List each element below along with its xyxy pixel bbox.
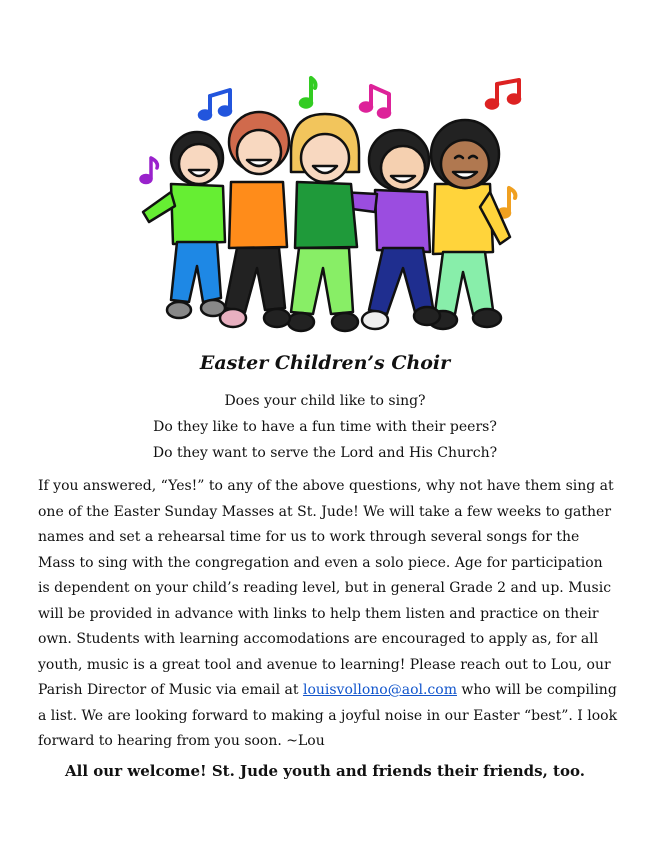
email-link[interactable]: louisvollono@aol.com [302, 682, 457, 698]
question-line: Do they want to serve the Lord and His Church? [152, 445, 498, 461]
question-list [0, 388, 650, 466]
body-text-before-link: If you answered, “Yes!” to any of the above questions, why not have them sing at one of the Easter Sunday Masses at St. Jude! We will take a few weeks to gather names and set a rehearsal time for us to work through several songs for the Mass to sing with the congregation and even a solo piece. Age for participation is dependent on your child’s reading level, but in general Grade 2 and up. Music will be provided in advance with links to help them listen and practice on their own. Students with learning accomodations are encouraged to apply as, for all youth, music is a great tool and avenue to learning! Please reach out to Lou, our Parish Director of Music via email at [38, 478, 614, 698]
question-line: Does your child like to sing? [224, 393, 426, 409]
question-line: Do they like to have a fun time with their peers? [153, 419, 497, 435]
body-paragraph [38, 474, 618, 755]
music-note-icon [141, 158, 158, 183]
body-text-after-link: who will be compiling a list. We are looking forward to making a joyful noise in our Easter “best”. I look forward to hearing from you soon. ~Lou [38, 682, 618, 749]
closing-line: All our welcome! St. Jude youth and friends their friends, too. [65, 762, 585, 780]
music-note-icon [360, 86, 390, 118]
music-note-icon [300, 78, 316, 108]
music-note-icon [486, 80, 520, 109]
singing-children-icon [125, 72, 535, 342]
page-title: Easter Children’s Choir [199, 352, 451, 374]
music-note-icon [199, 90, 231, 120]
